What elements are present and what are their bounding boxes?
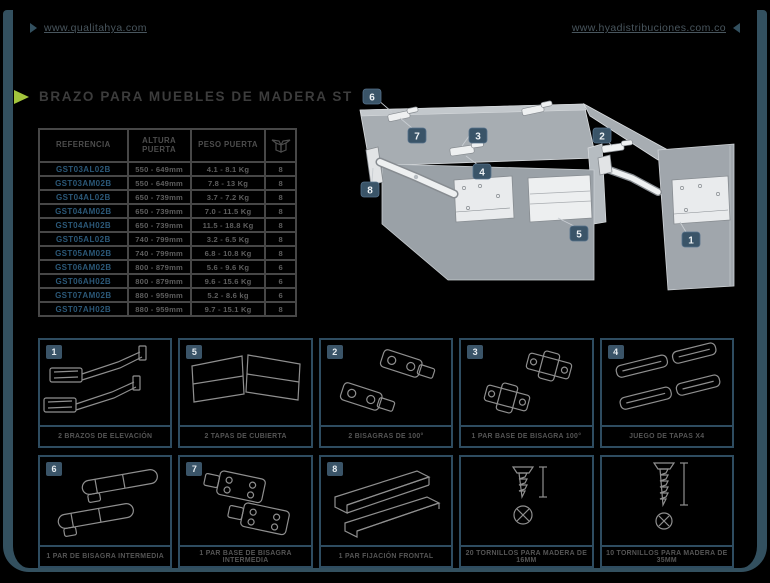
part-number-badge: 6 — [46, 462, 62, 476]
col-altura: ALTURA PUERTA — [128, 129, 191, 162]
caja-cell: 6 — [265, 274, 296, 288]
svg-text:6: 6 — [369, 92, 375, 104]
part-number-badge: 2 — [327, 345, 343, 359]
callout-6 — [363, 89, 381, 104]
cabinet-diagram — [350, 72, 760, 311]
callout-8 — [361, 182, 379, 197]
hinges-art — [321, 340, 456, 426]
screw-35mm-art — [602, 457, 737, 543]
svg-text:4: 4 — [479, 167, 485, 179]
table-row — [39, 218, 296, 232]
header-right — [572, 22, 740, 34]
altura-cell: 740 - 799mm — [128, 246, 191, 260]
altura-cell: 650 - 739mm — [128, 204, 191, 218]
svg-text:1: 1 — [688, 235, 694, 247]
part-caption: 1 PAR FIJACIÓN FRONTAL — [321, 545, 451, 566]
caja-cell: 8 — [265, 302, 296, 316]
part-cell-screws-16mm — [459, 455, 593, 568]
box-icon — [265, 129, 296, 162]
table-row — [39, 246, 296, 260]
frontal-fixation-art — [321, 457, 456, 543]
parts-grid — [38, 338, 734, 568]
cover-caps-art — [180, 340, 315, 426]
part-number-badge: 5 — [186, 345, 202, 359]
peso-cell: 5.6 - 9.6 Kg — [191, 260, 266, 274]
reference-cell: GST05AM02B — [39, 246, 128, 260]
part-number-badge: 7 — [186, 462, 202, 476]
reference-cell: GST04AM02B — [39, 204, 128, 218]
part-caption: 2 BRAZOS DE ELEVACIÓN — [40, 425, 170, 446]
peso-cell: 11.5 - 18.8 Kg — [191, 218, 266, 232]
part-caption: 2 BISAGRAS DE 100° — [321, 425, 451, 446]
altura-cell: 800 - 879mm — [128, 274, 191, 288]
part-cell-cover-caps — [178, 338, 312, 448]
part-caption: 20 TORNILLOS PARA MADERA DE 16MM — [461, 545, 591, 566]
callout-7 — [408, 128, 426, 143]
col-peso: PESO PUERTA — [191, 129, 266, 162]
part-caption: JUEGO DE TAPAS X4 — [602, 425, 732, 446]
peso-cell: 5.2 - 8.6 kg — [191, 288, 266, 302]
part-caption: 2 TAPAS DE CUBIERTA — [180, 425, 310, 446]
reference-cell: GST06AH02B — [39, 274, 128, 288]
reference-cell: GST04AL02B — [39, 190, 128, 204]
altura-cell: 650 - 739mm — [128, 218, 191, 232]
caja-cell: 6 — [265, 288, 296, 302]
part-number-badge: 1 — [46, 345, 62, 359]
caja-cell: 8 — [265, 204, 296, 218]
caja-cell: 8 — [265, 176, 296, 190]
part-cell-elevation-arms — [38, 338, 172, 448]
caja-cell: 6 — [265, 260, 296, 274]
svg-text:7: 7 — [414, 131, 420, 143]
right-url-link[interactable]: www.hyadistribuciones.com.co — [571, 22, 726, 34]
altura-cell: 740 - 799mm — [128, 232, 191, 246]
altura-cell: 650 - 739mm — [128, 190, 191, 204]
table-row — [39, 232, 296, 246]
reference-cell: GST03AM02B — [39, 176, 128, 190]
part-cell-caps-set — [600, 338, 734, 448]
caja-cell: 8 — [265, 162, 296, 176]
svg-text:8: 8 — [367, 185, 373, 197]
part-cell-frontal-fixation — [319, 455, 453, 568]
screw-16mm-art — [461, 457, 596, 543]
altura-cell: 550 - 649mm — [128, 162, 191, 176]
svg-text:2: 2 — [599, 131, 605, 143]
part-cell-screws-35mm — [600, 455, 734, 568]
table-row — [39, 288, 296, 302]
table-row — [39, 274, 296, 288]
hinge-bases-art — [461, 340, 596, 426]
callout-2 — [593, 128, 611, 143]
table-row — [39, 176, 296, 190]
reference-cell: GST05AL02B — [39, 232, 128, 246]
header — [0, 18, 770, 44]
svg-text:5: 5 — [576, 229, 582, 241]
altura-cell: 880 - 959mm — [128, 288, 191, 302]
callout-5 — [570, 226, 588, 241]
caja-cell: 8 — [265, 218, 296, 232]
peso-cell: 3.7 - 7.2 Kg — [191, 190, 266, 204]
peso-cell: 7.8 - 13 Kg — [191, 176, 266, 190]
part-caption: 10 TORNILLOS PARA MADERA DE 35MM — [602, 545, 732, 566]
reference-cell: GST07AM02B — [39, 288, 128, 302]
peso-cell: 9.7 - 15.1 Kg — [191, 302, 266, 316]
part-caption: 1 PAR BASE DE BISAGRA 100° — [461, 425, 591, 446]
caps-set-art — [602, 340, 737, 426]
peso-cell: 9.6 - 15.6 Kg — [191, 274, 266, 288]
reference-table — [38, 128, 297, 317]
title-arrow-icon — [14, 90, 29, 104]
altura-cell: 800 - 879mm — [128, 260, 191, 274]
caja-cell: 8 — [265, 232, 296, 246]
part-number-badge: 8 — [327, 462, 343, 476]
intermediate-hinge-art — [40, 457, 175, 543]
peso-cell: 6.8 - 10.8 Kg — [191, 246, 266, 260]
left-url-link[interactable]: www.qualitahya.com — [44, 22, 147, 34]
elevation-arms-art — [40, 340, 175, 426]
arrow-right-icon — [30, 23, 37, 33]
caja-cell: 8 — [265, 190, 296, 204]
table-header-row — [39, 129, 296, 162]
part-number-badge: 3 — [467, 345, 483, 359]
table-row — [39, 162, 296, 176]
part-cell-hinge-bases-100 — [459, 338, 593, 448]
part-cell-hinges-100 — [319, 338, 453, 448]
altura-cell: 550 - 649mm — [128, 176, 191, 190]
peso-cell: 4.1 - 8.1 Kg — [191, 162, 266, 176]
col-referencia: REFERENCIA — [39, 129, 128, 162]
part-cell-intermediate-hinge — [38, 455, 172, 568]
peso-cell: 3.2 - 6.5 Kg — [191, 232, 266, 246]
altura-cell: 880 - 959mm — [128, 302, 191, 316]
table-row — [39, 204, 296, 218]
part-cell-intermediate-hinge-base — [178, 455, 312, 568]
callout-3 — [469, 128, 487, 143]
part-number-badge: 4 — [608, 345, 624, 359]
reference-cell: GST04AH02B — [39, 218, 128, 232]
caja-cell: 8 — [265, 246, 296, 260]
arrow-left-icon — [733, 23, 740, 33]
part-caption: 1 PAR DE BISAGRA INTERMEDIA — [40, 545, 170, 566]
intermediate-hinge-base-art — [180, 457, 315, 543]
callout-1 — [682, 232, 700, 247]
part-caption: 1 PAR BASE DE BISAGRA INTERMEDIA — [180, 545, 310, 566]
reference-cell: GST06AM02B — [39, 260, 128, 274]
page-title: BRAZO PARA MUEBLES DE MADERA ST — [39, 89, 353, 104]
header-left — [30, 22, 147, 34]
callout-4 — [473, 164, 491, 179]
peso-cell: 7.0 - 11.5 Kg — [191, 204, 266, 218]
table-row — [39, 190, 296, 204]
svg-text:3: 3 — [475, 131, 481, 143]
reference-cell: GST03AL02B — [39, 162, 128, 176]
table-body — [39, 162, 296, 316]
table-row — [39, 302, 296, 316]
table-row — [39, 260, 296, 274]
reference-cell: GST07AH02B — [39, 302, 128, 316]
title-row — [14, 89, 353, 104]
